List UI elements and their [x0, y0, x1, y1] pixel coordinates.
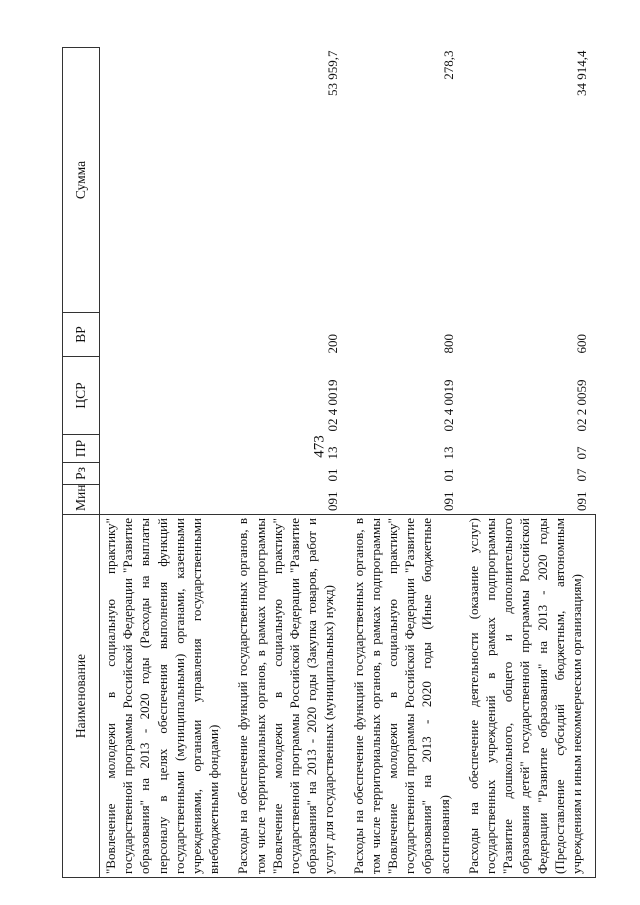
- row-vr: 800: [440, 334, 456, 354]
- row-sum: 53 959,7: [325, 50, 341, 96]
- row-csr: 02 4 0019: [325, 379, 341, 432]
- row-csr: [100, 357, 233, 435]
- row-vr: [100, 313, 233, 357]
- table-row: [463, 48, 596, 878]
- row-min: 091: [573, 491, 589, 511]
- rotated-page: [62, 48, 600, 878]
- header-pr: ПР: [63, 435, 100, 463]
- row-vr: 600: [573, 334, 589, 354]
- row-min: 091: [440, 491, 456, 511]
- table-header-row: [63, 48, 100, 878]
- header-rz: Рз: [63, 463, 100, 485]
- header-sum: Сумма: [63, 48, 100, 313]
- row-sum: 34 914,4: [573, 50, 589, 96]
- row-name: Расходы на обеспечение функций государственных органов, в том числе территориальных органов, в рамках подпрограммы "Вовлечение молодежи в социальную практику" государственной программы Российской Федерации "Развитие образования" на 2013 - 2020 годы (Иные бюджетные ассигнования): [348, 515, 463, 878]
- row-pr: [100, 435, 233, 463]
- row-vr: 200: [325, 334, 341, 354]
- row-pr: 13: [325, 446, 341, 460]
- table-row: [100, 48, 233, 878]
- row-rz: 07: [573, 468, 589, 482]
- page-number: 473: [311, 435, 328, 458]
- row-rz: [100, 463, 233, 485]
- row-name: "Вовлечение молодежи в социальную практику" государственной программы Российской Федерации "Развитие образования" на 2013 - 2020 годы (Расходы на выплаты персоналу в целях обеспечения выполнения функций государственными (муниципальными) органами, казенными учреждениями, органами управления государственными внебюджетными фондами): [100, 515, 233, 878]
- table-row: [232, 48, 347, 878]
- header-name: Наименование: [63, 515, 100, 878]
- header-vr: ВР: [63, 313, 100, 357]
- budget-table: [62, 47, 596, 878]
- row-csr: 02 2 0059: [573, 379, 589, 432]
- row-name: Расходы на обеспечение функций государственных органов, в том числе территориальных органов, в рамках подпрограммы "Вовлечение молодежи в социальную практику" государственной программы Российской Федерации "Развитие образования" на 2013 - 2020 годы (Закупка товаров, работ и услуг для государственных (муниципальных) нужд): [232, 515, 347, 878]
- row-csr: 02 4 0019: [440, 379, 456, 432]
- row-min: [100, 485, 233, 515]
- row-rz: 01: [325, 468, 341, 482]
- header-min: Мин: [63, 485, 100, 515]
- row-pr: 07: [573, 446, 589, 460]
- row-pr: 13: [440, 446, 456, 460]
- row-rz: 01: [440, 468, 456, 482]
- row-sum: 278,3: [440, 50, 456, 80]
- row-name: Расходы на обеспечение деятельности (оказание услуг) государственных учреждений в рамках подпрограммы "Развитие дошкольного, общего и дополнительного образования детей" государственной программы Российской Федерации "Развитие образования" на 2013 - 2020 годы (Предоставление субсидий бюджетным, автономным учреждениям и иным некоммерческим организациям): [463, 515, 596, 878]
- header-csr: ЦСР: [63, 357, 100, 435]
- table-row: [348, 48, 463, 878]
- row-sum: [100, 48, 233, 313]
- row-min: 091: [325, 491, 341, 511]
